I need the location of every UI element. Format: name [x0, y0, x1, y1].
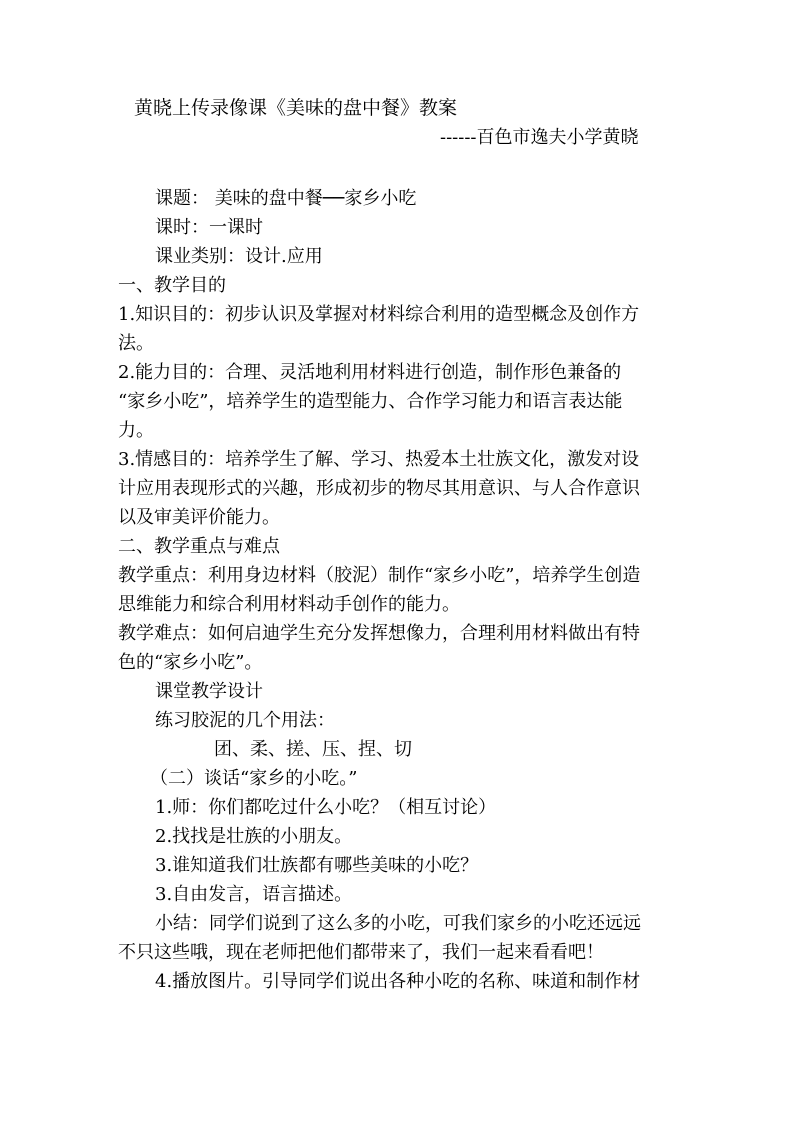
document-title: 黄晓上传录像课《美味的盘中餐》教案 [134, 97, 458, 119]
section-heading: 课堂教学设计 [155, 681, 263, 702]
document-author: ------百色市逸夫小学黄晓 [440, 127, 639, 148]
text-line: 不只这些哦，现在老师把他们都带来了，我们一起来看看吧！ [118, 942, 604, 963]
text-line: 色的“家乡小吃”。 [118, 652, 263, 673]
text-line: 2.找找是壮族的小朋友。 [155, 826, 353, 847]
text-line: 思维能力和综合利用材料动手创作的能力。 [118, 594, 460, 615]
section-heading: 一、教学目的 [118, 275, 226, 296]
text-line: 课题： 美味的盘中餐──家乡小吃 [155, 188, 417, 209]
text-line: 3.情感目的：培养学生了解、学习、热爱本土壮族文化，激发对设 [118, 449, 640, 470]
text-line: 教学难点：如何启迪学生充分发挥想像力，合理利用材料做出有特 [118, 623, 640, 644]
text-line: 课时：一课时 [155, 217, 263, 238]
text-line: 计应用表现形式的兴趣，形成初步的物尽其用意识、与人合作意识 [118, 478, 640, 499]
section-heading: 二、教学重点与难点 [118, 536, 280, 557]
text-line: （二）谈话“家乡的小吃。” [150, 768, 358, 789]
text-line: 课业类别：设计.应用 [155, 246, 323, 267]
text-line: 1.知识目的：初步认识及掌握对材料综合利用的造型概念及创作方 [118, 304, 640, 325]
text-line: 教学重点：利用身边材料（胶泥）制作“家乡小吃”，培养学生创造 [118, 565, 641, 586]
text-line: 3.自由发言，语言描述。 [155, 884, 353, 905]
text-line: 4.播放图片。引导同学们说出各种小吃的名称、味道和制作材 [155, 971, 641, 992]
text-line: 3.谁知道我们壮族都有哪些美味的小吃？ [155, 855, 479, 876]
text-line: 小结：同学们说到了这么多的小吃，可我们家乡的小吃还远远 [155, 913, 641, 934]
text-line: “家乡小吃”，培养学生的造型能力、合作学习能力和语言表达能 [118, 391, 623, 412]
text-line: 2.能力目的：合理、灵活地利用材料进行创造，制作形色兼备的 [118, 362, 622, 383]
text-line: 练习胶泥的几个用法： [155, 710, 335, 731]
text-line: 团、柔、搓、压、捏、切 [214, 739, 412, 760]
text-line: 1.师：你们都吃过什么小吃？（相互讨论） [155, 797, 497, 818]
text-line: 法。 [118, 333, 154, 354]
text-line: 以及审美评价能力。 [118, 507, 280, 528]
text-line: 力。 [118, 420, 154, 441]
